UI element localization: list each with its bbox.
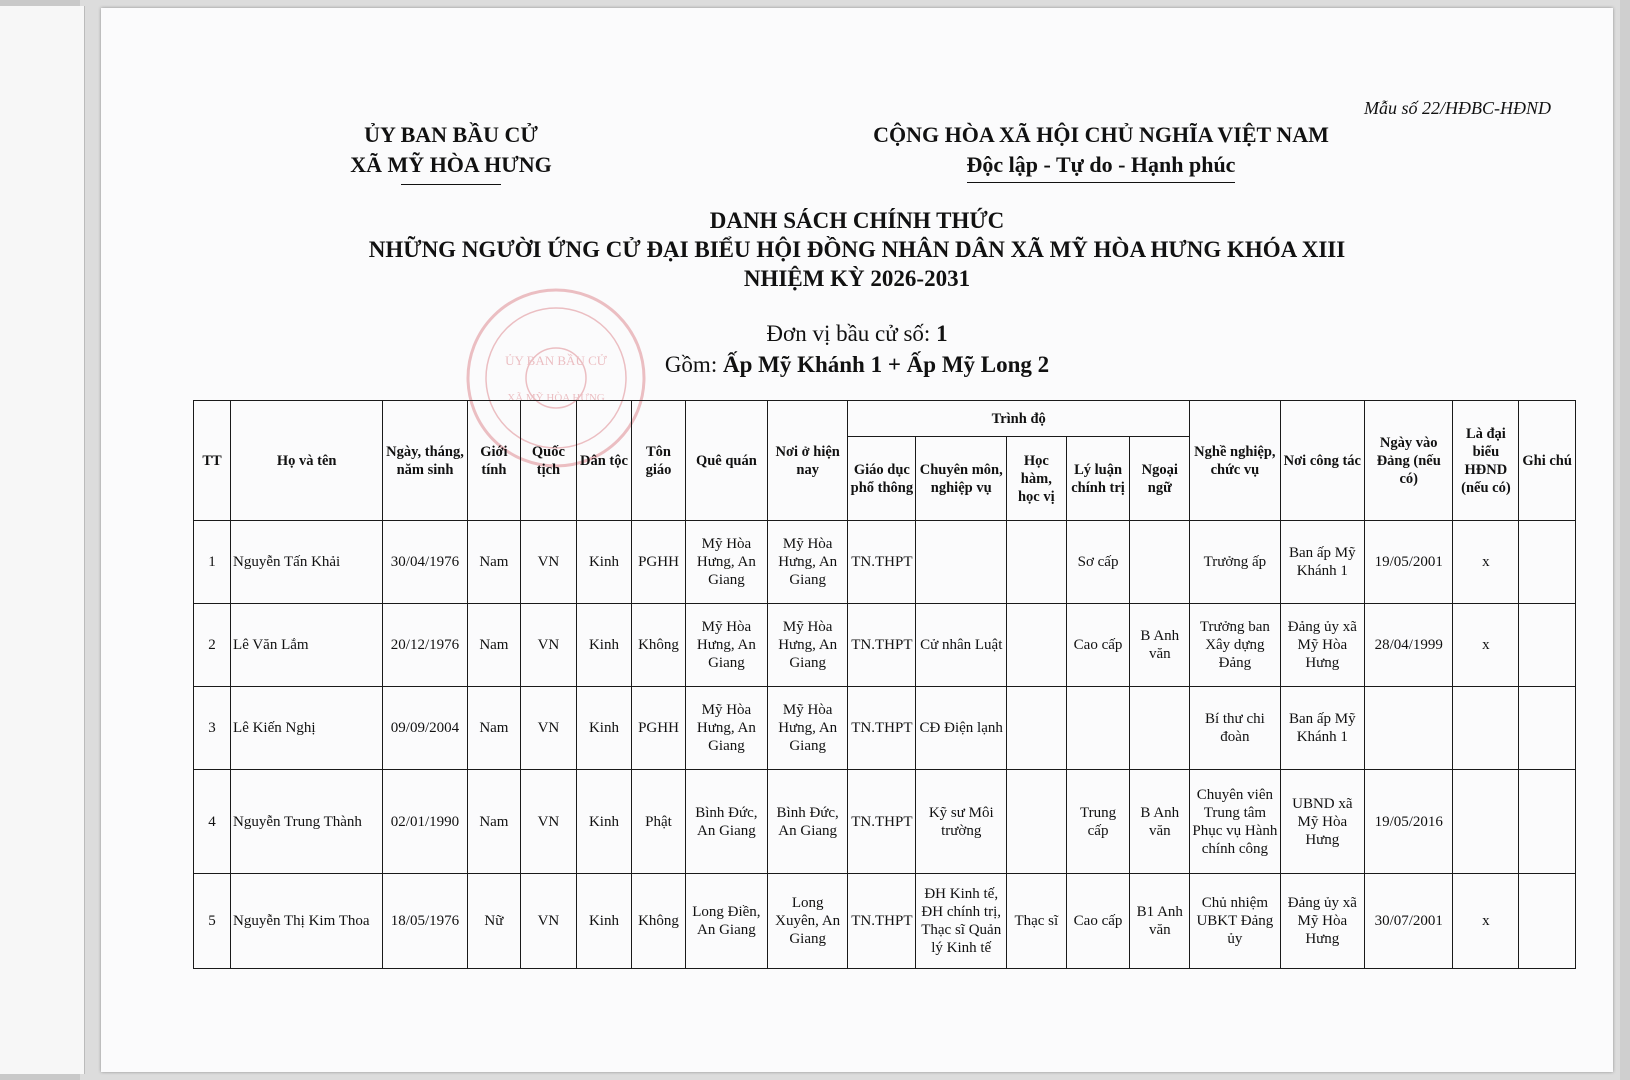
cell-specialty	[916, 521, 1007, 604]
header-nationality: Quốc tịch	[521, 401, 577, 521]
cell-note	[1519, 521, 1576, 604]
cell-delegate: x	[1453, 874, 1519, 969]
cell-workplace: UBND xã Mỹ Hòa Hưng	[1280, 770, 1364, 874]
cell-note	[1519, 604, 1576, 687]
document-title	[101, 206, 1613, 293]
cell-dob: 02/01/1990	[383, 770, 467, 874]
header-ethnicity: Dân tộc	[576, 401, 632, 521]
title-line1: DANH SÁCH CHÍNH THỨC	[709, 208, 1005, 233]
table-row	[194, 687, 1576, 770]
unit-includes-value: Ấp Mỹ Khánh 1 + Ấp Mỹ Long 2	[722, 352, 1050, 377]
cell-party-date	[1365, 687, 1453, 770]
candidates-table	[193, 400, 1576, 969]
cell-occupation: Bí thư chi đoàn	[1190, 687, 1281, 770]
cell-residence: Mỹ Hòa Hưng, An Giang	[768, 604, 848, 687]
cell-note	[1519, 874, 1576, 969]
cell-name: Lê Văn Lắm	[231, 604, 383, 687]
cell-dob: 18/05/1976	[383, 874, 467, 969]
cell-ethnicity: Kinh	[576, 687, 632, 770]
cell-gender: Nam	[467, 770, 521, 874]
header-workplace: Nơi công tác	[1280, 401, 1364, 521]
cell-political: Trung cấp	[1066, 770, 1130, 874]
cell-delegate: x	[1453, 604, 1519, 687]
cell-ethnicity: Kinh	[576, 874, 632, 969]
cell-nationality: VN	[521, 687, 577, 770]
form-number: Mẫu số 22/HĐBC-HĐND	[1364, 98, 1551, 118]
cell-language	[1130, 687, 1190, 770]
header-delegate: Là đại biểu HĐND (nếu có)	[1453, 401, 1519, 521]
cell-name: Lê Kiến Nghị	[231, 687, 383, 770]
cell-hometown: Mỹ Hòa Hưng, An Giang	[685, 687, 767, 770]
cell-ethnicity: Kinh	[576, 521, 632, 604]
cell-specialty: Cử nhân Luật	[916, 604, 1007, 687]
cell-political: Sơ cấp	[1066, 521, 1130, 604]
header-hometown: Quê quán	[685, 401, 767, 521]
cell-tt: 2	[194, 604, 231, 687]
cell-party-date: 28/04/1999	[1365, 604, 1453, 687]
cell-specialty: ĐH Kinh tế, ĐH chính trị, Thạc sĩ Quản lý Kinh tế	[916, 874, 1007, 969]
cell-party-date: 19/05/2001	[1365, 521, 1453, 604]
header-name: Họ và tên	[231, 401, 383, 521]
cell-note	[1519, 770, 1576, 874]
cell-ethnicity: Kinh	[576, 604, 632, 687]
title-line3: NHIỆM KỲ 2026-2031	[743, 266, 971, 291]
cell-hometown: Long Điền, An Giang	[685, 874, 767, 969]
cell-occupation: Chuyên viên Trung tâm Phục vụ Hành chính công	[1190, 770, 1281, 874]
header-religion: Tôn giáo	[632, 401, 686, 521]
cell-language: B Anh văn	[1130, 770, 1190, 874]
table-row	[194, 874, 1576, 969]
cell-hometown: Mỹ Hòa Hưng, An Giang	[685, 521, 767, 604]
header-education-group: Trình độ	[848, 401, 1190, 437]
header-occupation: Nghề nghiệp, chức vụ	[1190, 401, 1281, 521]
cell-tt: 1	[194, 521, 231, 604]
cell-note	[1519, 687, 1576, 770]
unit-label: Đơn vị bầu cử số:	[766, 321, 931, 346]
cell-tt: 3	[194, 687, 231, 770]
committee-line1: ỦY BAN BẦU CỬ	[364, 122, 538, 147]
cell-degree	[1006, 687, 1066, 770]
cell-degree: Thạc sĩ	[1006, 874, 1066, 969]
cell-residence: Bình Đức, An Giang	[768, 770, 848, 874]
cell-residence: Long Xuyên, An Giang	[768, 874, 848, 969]
header-political: Lý luận chính trị	[1066, 437, 1130, 521]
cell-residence: Mỹ Hòa Hưng, An Giang	[768, 687, 848, 770]
cell-delegate	[1453, 687, 1519, 770]
cell-name: Nguyễn Trung Thành	[231, 770, 383, 874]
table-row	[194, 604, 1576, 687]
cell-general-edu: TN.THPT	[848, 874, 916, 969]
cell-nationality: VN	[521, 604, 577, 687]
cell-gender: Nam	[467, 604, 521, 687]
national-motto: Độc lập - Tự do - Hạnh phúc	[967, 150, 1236, 183]
table-row	[194, 521, 1576, 604]
republic-line1: CỘNG HÒA XÃ HỘI CHỦ NGHĨA VIỆT NAM	[873, 122, 1329, 147]
cell-name: Nguyễn Tấn Khải	[231, 521, 383, 604]
cell-political	[1066, 687, 1130, 770]
unit-includes-label: Gồm:	[664, 352, 718, 377]
cell-language: B Anh văn	[1130, 604, 1190, 687]
cell-language: B1 Anh văn	[1130, 874, 1190, 969]
committee-header	[331, 120, 571, 185]
cell-specialty: CĐ Điện lạnh	[916, 687, 1007, 770]
cell-degree	[1006, 770, 1066, 874]
cell-tt: 4	[194, 770, 231, 874]
stamp-text-top: ỦY BAN BẦU CỬ	[505, 353, 607, 368]
cell-workplace: Đảng ủy xã Mỹ Hòa Hưng	[1280, 604, 1364, 687]
cell-gender: Nữ	[467, 874, 521, 969]
header-note: Ghi chú	[1519, 401, 1576, 521]
republic-header	[801, 120, 1401, 183]
cell-delegate	[1453, 770, 1519, 874]
header-dob: Ngày, tháng, năm sinh	[383, 401, 467, 521]
cell-political: Cao cấp	[1066, 874, 1130, 969]
cell-nationality: VN	[521, 770, 577, 874]
cell-dob: 09/09/2004	[383, 687, 467, 770]
header-gender: Giới tính	[467, 401, 521, 521]
cell-religion: Phật	[632, 770, 686, 874]
header-language: Ngoại ngữ	[1130, 437, 1190, 521]
cell-hometown: Mỹ Hòa Hưng, An Giang	[685, 604, 767, 687]
header-general-edu: Giáo dục phổ thông	[848, 437, 916, 521]
cell-gender: Nam	[467, 687, 521, 770]
cell-nationality: VN	[521, 874, 577, 969]
cell-name: Nguyễn Thị Kim Thoa	[231, 874, 383, 969]
header-degree: Học hàm, học vị	[1006, 437, 1066, 521]
cell-degree	[1006, 521, 1066, 604]
table-header-row	[194, 401, 1576, 437]
cell-general-edu: TN.THPT	[848, 521, 916, 604]
cell-degree	[1006, 604, 1066, 687]
header-tt: TT	[194, 401, 231, 521]
header-specialty: Chuyên môn, nghiệp vụ	[916, 437, 1007, 521]
cell-residence: Mỹ Hòa Hưng, An Giang	[768, 521, 848, 604]
cell-workplace: Đảng ủy xã Mỹ Hòa Hưng	[1280, 874, 1364, 969]
cell-ethnicity: Kinh	[576, 770, 632, 874]
cell-party-date: 19/05/2016	[1365, 770, 1453, 874]
committee-line2: XÃ MỸ HÒA HƯNG	[350, 152, 552, 177]
cell-workplace: Ban ấp Mỹ Khánh 1	[1280, 687, 1364, 770]
cell-political: Cao cấp	[1066, 604, 1130, 687]
unit-number: 1	[936, 321, 948, 346]
cell-workplace: Ban ấp Mỹ Khánh 1	[1280, 521, 1364, 604]
cell-religion: PGHH	[632, 687, 686, 770]
cell-party-date: 30/07/2001	[1365, 874, 1453, 969]
cell-delegate: x	[1453, 521, 1519, 604]
cell-general-edu: TN.THPT	[848, 687, 916, 770]
cell-occupation: Chủ nhiệm UBKT Đảng ủy	[1190, 874, 1281, 969]
cell-tt: 5	[194, 874, 231, 969]
cell-religion: Không	[632, 874, 686, 969]
table-row	[194, 770, 1576, 874]
cell-dob: 30/04/1976	[383, 521, 467, 604]
cell-gender: Nam	[467, 521, 521, 604]
cell-nationality: VN	[521, 521, 577, 604]
cell-general-edu: TN.THPT	[848, 770, 916, 874]
adjacent-page-edge	[0, 6, 85, 1074]
cell-specialty: Kỹ sư Môi trường	[916, 770, 1007, 874]
election-unit	[101, 318, 1613, 380]
cell-dob: 20/12/1976	[383, 604, 467, 687]
document-page	[101, 8, 1613, 1072]
cell-language	[1130, 521, 1190, 604]
header-residence: Nơi ở hiện nay	[768, 401, 848, 521]
title-line2: NHỮNG NGƯỜI ỨNG CỬ ĐẠI BIỂU HỘI ĐỒNG NHÂN DÂN XÃ MỸ HÒA HƯNG KHÓA XIII	[368, 237, 1346, 262]
scroll-edge	[1620, 0, 1630, 1080]
cell-hometown: Bình Đức, An Giang	[685, 770, 767, 874]
cell-occupation: Trưởng ấp	[1190, 521, 1281, 604]
cell-occupation: Trưởng ban Xây dựng Đảng	[1190, 604, 1281, 687]
cell-religion: Không	[632, 604, 686, 687]
cell-general-edu: TN.THPT	[848, 604, 916, 687]
stamp-text-bottom: XÃ MỸ HÒA HƯNG	[507, 392, 605, 404]
committee-rule	[401, 184, 501, 185]
cell-religion: PGHH	[632, 521, 686, 604]
header-party-date: Ngày vào Đảng (nếu có)	[1365, 401, 1453, 521]
